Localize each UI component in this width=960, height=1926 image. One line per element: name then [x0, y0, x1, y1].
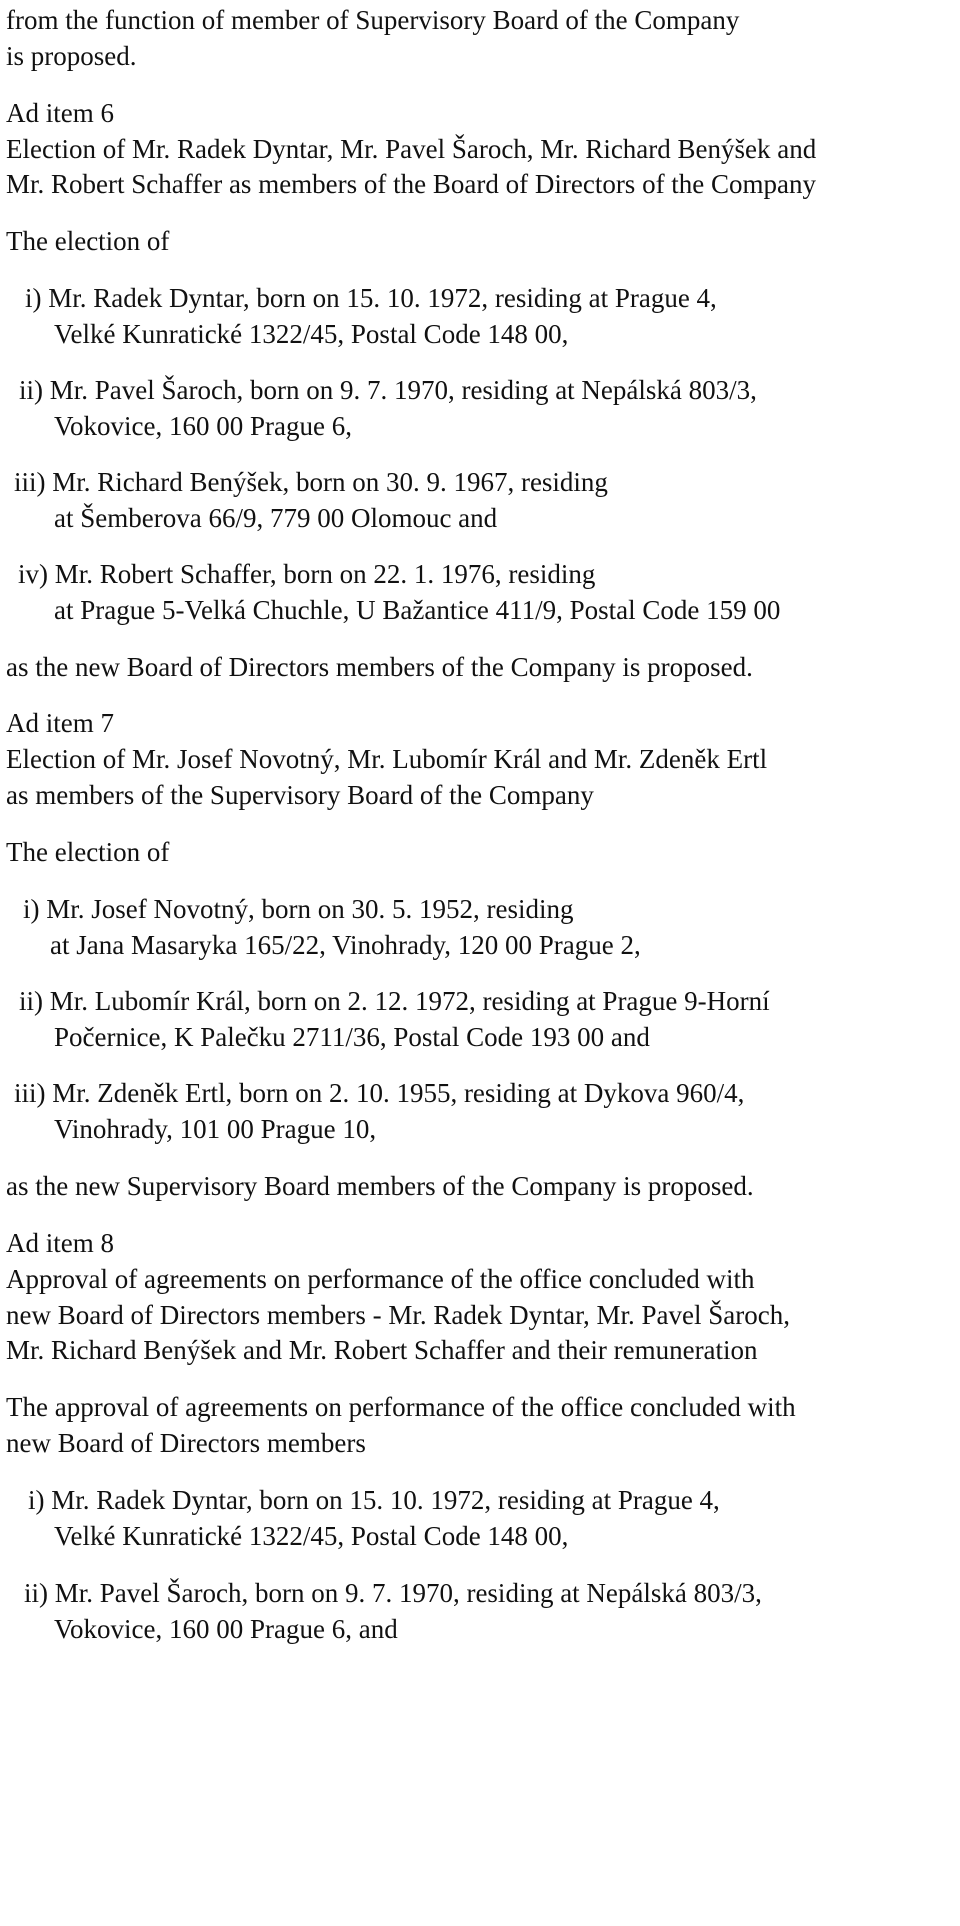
list-item: ii) Mr. Lubomír Král, born on 2. 12. 1972, residing at Prague 9-Horní [19, 986, 770, 1016]
item7-lead: The election of [6, 837, 170, 867]
item6-title-line: Mr. Robert Schaffer as members of the Board of Directors of the Company [6, 169, 817, 199]
list-item-continuation: Vokovice, 160 00 Prague 6, [54, 411, 352, 441]
item8-heading: Ad item 8 [6, 1228, 114, 1258]
item7-title-line: Election of Mr. Josef Novotný, Mr. Lubomír Král and Mr. Zdeněk Ertl [6, 744, 768, 774]
list-item: i) Mr. Josef Novotný, born on 30. 5. 1952, residing [23, 894, 574, 924]
list-item-continuation: Vokovice, 160 00 Prague 6, and [54, 1614, 398, 1644]
list-item: iii) Mr. Richard Benýšek, born on 30. 9. 1967, residing [14, 467, 608, 497]
item8-title-line: new Board of Directors members - Mr. Radek Dyntar, Mr. Pavel Šaroch, [6, 1300, 790, 1330]
list-item: i) Mr. Radek Dyntar, born on 15. 10. 1972, residing at Prague 4, [28, 1485, 720, 1515]
list-item: iv) Mr. Robert Schaffer, born on 22. 1. 1976, residing [18, 559, 596, 589]
list-item: ii) Mr. Pavel Šaroch, born on 9. 7. 1970, residing at Nepálská 803/3, [24, 1578, 762, 1608]
item6-title-line: Election of Mr. Radek Dyntar, Mr. Pavel Šaroch, Mr. Richard Benýšek and [6, 134, 817, 164]
item8-lead-line: The approval of agreements on performance of the office concluded with [6, 1392, 796, 1422]
item8-title-line: Mr. Richard Benýšek and Mr. Robert Schaffer and their remuneration [6, 1335, 758, 1365]
item7-heading: Ad item 7 [6, 708, 114, 738]
list-item-continuation: Vinohrady, 101 00 Prague 10, [54, 1114, 377, 1144]
item6-lead: The election of [6, 226, 170, 256]
list-item: i) Mr. Radek Dyntar, born on 15. 10. 1972, residing at Prague 4, [25, 283, 717, 313]
list-item-continuation: at Prague 5-Velká Chuchle, U Bažantice 411/9, Postal Code 159 00 [54, 595, 781, 625]
list-item: iii) Mr. Zdeněk Ertl, born on 2. 10. 1955, residing at Dykova 960/4, [14, 1078, 745, 1108]
list-item-continuation: Velké Kunratické 1322/45, Postal Code 148 00, [54, 319, 569, 349]
item6-heading: Ad item 6 [6, 98, 114, 128]
intro-line: from the function of member of Supervisory Board of the Company [6, 5, 740, 35]
item7-closing: as the new Supervisory Board members of the Company is proposed. [6, 1171, 754, 1201]
list-item: ii) Mr. Pavel Šaroch, born on 9. 7. 1970, residing at Nepálská 803/3, [19, 375, 757, 405]
item7-title-line: as members of the Supervisory Board of the Company [6, 780, 594, 810]
item8-lead-line: new Board of Directors members [6, 1428, 366, 1458]
list-item-continuation: Velké Kunratické 1322/45, Postal Code 148 00, [54, 1521, 569, 1551]
intro-line: is proposed. [6, 41, 137, 71]
list-item-continuation: Počernice, K Palečku 2711/36, Postal Code 193 00 and [54, 1022, 650, 1052]
list-item-continuation: at Šemberova 66/9, 779 00 Olomouc and [54, 503, 498, 533]
item6-closing: as the new Board of Directors members of the Company is proposed. [6, 652, 753, 682]
list-item-continuation: at Jana Masaryka 165/22, Vinohrady, 120 00 Prague 2, [50, 930, 641, 960]
item8-title-line: Approval of agreements on performance of the office concluded with [6, 1264, 755, 1294]
